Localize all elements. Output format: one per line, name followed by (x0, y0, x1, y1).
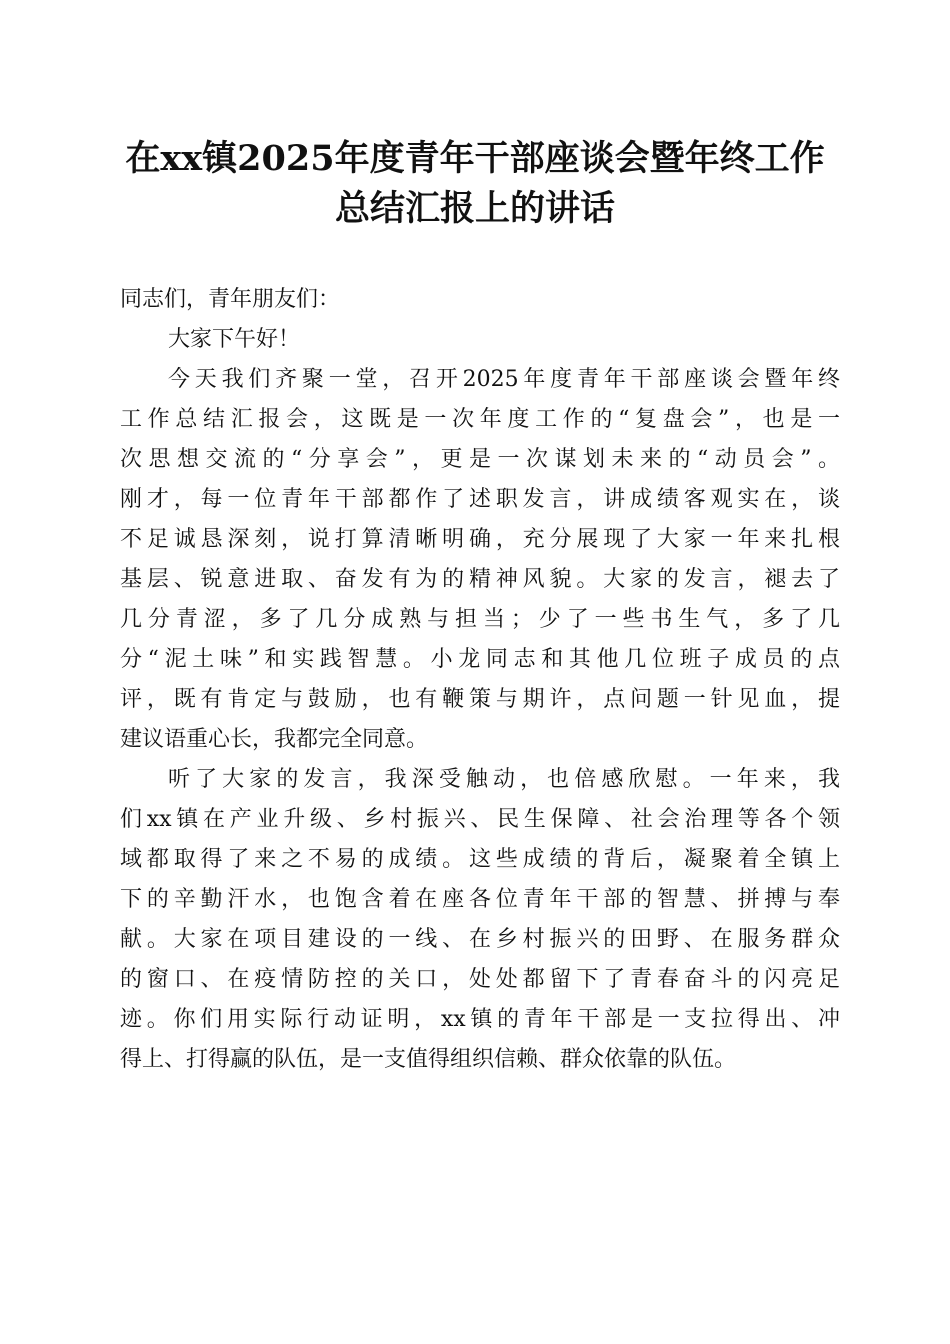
paragraph-2-line: 们xx镇在产业升级、乡村振兴、民生保障、社会治理等各个领 (120, 807, 840, 832)
paragraph-2-line: 迹。你们用实际行动证明，xx镇的青年干部是一支拉得出、冲 (120, 1007, 840, 1032)
paragraph-2-line: 得上、打得赢的队伍，是一支值得组织信赖、群众依靠的队伍。 (120, 1047, 737, 1072)
paragraph-1-line: 不足诚恳深刻，说打算清晰明确，充分展现了大家一年来扎根 (120, 527, 840, 552)
document-title-line-2: 总结汇报上的讲话 (334, 188, 615, 229)
paragraph-2-line: 域都取得了来之不易的成绩。这些成绩的背后，凝聚着全镇上 (120, 847, 840, 872)
paragraph-2-line: 听了大家的发言，我深受触动，也倍感欣慰。一年来，我 (168, 767, 840, 792)
paragraph-1-line: 工作总结汇报会，这既是一次年度工作的“复盘会”，也是一 (120, 407, 840, 432)
paragraph-1-line: 刚才，每一位青年干部都作了述职发言，讲成绩客观实在，谈 (120, 487, 840, 512)
salutation: 同志们，青年朋友们： (120, 287, 341, 312)
paragraph-1-line: 评，既有肯定与鼓励，也有鞭策与期许，点问题一针见血，提 (120, 687, 840, 712)
paragraph-1-line: 分“泥土味”和实践智慧。小龙同志和其他几位班子成员的点 (120, 647, 840, 672)
document-title-line-1: 在xx镇2025年度青年干部座谈会暨年终工作 (125, 138, 825, 179)
paragraph-2 (120, 760, 840, 1080)
document-body (120, 280, 840, 1080)
paragraph-1-line: 次思想交流的“分享会”，更是一次谋划未来的“动员会”。 (120, 447, 840, 472)
paragraph-1 (120, 360, 840, 760)
paragraph-2-line: 的窗口、在疫情防控的关口，处处都留下了青春奋斗的闪亮足 (120, 967, 840, 992)
paragraph-1-line: 今天我们齐聚一堂，召开2025年度青年干部座谈会暨年终 (168, 367, 840, 392)
paragraph-2-line: 下的辛勤汗水，也饱含着在座各位青年干部的智慧、拼搏与奉 (120, 887, 840, 912)
paragraph-1-line: 基层、锐意进取、奋发有为的精神风貌。大家的发言，褪去了 (120, 567, 840, 592)
paragraph-2-line: 献。大家在项目建设的一线、在乡村振兴的田野、在服务群众 (120, 927, 840, 952)
paragraph-1-line: 建议语重心长，我都完全同意。 (120, 727, 429, 752)
paragraph-1-line: 几分青涩，多了几分成熟与担当；少了一些书生气，多了几 (120, 607, 840, 632)
greeting: 大家下午好！ (168, 327, 301, 352)
